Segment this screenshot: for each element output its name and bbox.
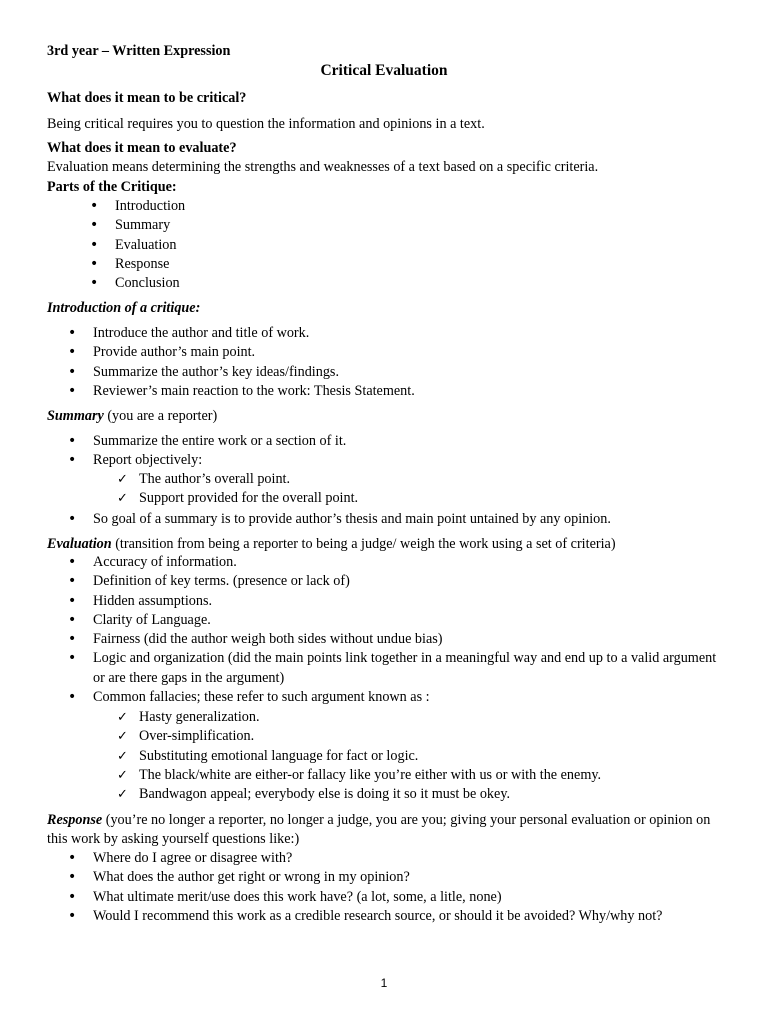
- list-item: • Response: [47, 255, 728, 274]
- evaluation-note: (transition from being a reporter to being a judge/ weigh the work using a set of criteria): [111, 536, 616, 552]
- list-item: • What ultimate merit/use does this work have? (a lot, some, a litle, none): [47, 888, 728, 907]
- page-title: Critical Evaluation: [320, 62, 448, 79]
- summary-sublist: [47, 470, 728, 509]
- introduction-heading: Introduction of a critique:: [47, 300, 201, 316]
- list-item: • Would I recommend this work as a credible research source, or should it be avoided? Why/why not?: [47, 907, 728, 926]
- response-heading: Response: [47, 812, 103, 828]
- list-item: • Reviewer’s main reaction to the work: Thesis Statement.: [47, 382, 728, 401]
- course-line: 3rd year – Written Expression: [47, 43, 231, 59]
- list-item: • Logic and organization (did the main points link together in a meaningful way and end up to a valid argument or are there gaps in the argument): [47, 649, 728, 688]
- summary-list: [47, 432, 728, 471]
- summary-heading-line: [47, 407, 728, 426]
- list-item: • Conclusion: [47, 274, 728, 293]
- response-note: (you’re no longer a reporter, no longer a judge, you are you; giving your personal evaluation or opinion on this work by asking yourself questions like:): [47, 812, 711, 848]
- evaluation-heading: Evaluation: [47, 536, 112, 552]
- check-item: ✓ Over-simplification.: [47, 727, 728, 746]
- list-item: • Summarize the entire work or a section of it.: [47, 432, 728, 451]
- response-heading-line: [47, 811, 728, 850]
- check-item: ✓ Hasty generalization.: [47, 708, 728, 727]
- list-item: • Provide author’s main point.: [47, 343, 728, 362]
- list-item: • So goal of a summary is to provide author’s thesis and main point untained by any opinion.: [47, 510, 728, 529]
- parts-list: [47, 197, 728, 293]
- list-item: • Summary: [47, 216, 728, 235]
- list-item: • Hidden assumptions.: [47, 592, 728, 611]
- list-item: • Report objectively:: [47, 451, 728, 470]
- critical-text: Being critical requires you to question the information and opinions in a text.: [47, 116, 485, 132]
- list-item: • Common fallacies; these refer to such argument known as :: [47, 688, 728, 707]
- list-item: • Where do I agree or disagree with?: [47, 849, 728, 868]
- summary-heading: Summary: [47, 408, 104, 424]
- list-item: • Evaluation: [47, 236, 728, 255]
- list-item: • Accuracy of information.: [47, 553, 728, 572]
- summary-note: (you are a reporter): [103, 408, 218, 424]
- list-item: • Definition of key terms. (presence or lack of): [47, 572, 728, 591]
- check-item: ✓ Support provided for the overall point.: [47, 489, 728, 508]
- check-item: ✓ Substituting emotional language for fact or logic.: [47, 747, 728, 766]
- list-item: • Introduction: [47, 197, 728, 216]
- list-item: • What does the author get right or wrong in my opinion?: [47, 868, 728, 887]
- response-list: [47, 849, 728, 926]
- summary-list-end: [47, 510, 728, 529]
- check-item: ✓ The author’s overall point.: [47, 470, 728, 489]
- parts-heading: Parts of the Critique:: [47, 179, 177, 195]
- page-number: 1: [380, 976, 388, 990]
- fallacies-sublist: [47, 708, 728, 804]
- evaluate-heading: What does it mean to evaluate?: [47, 140, 237, 156]
- evaluate-text: Evaluation means determining the strengths and weaknesses of a text based on a specific criteria.: [47, 159, 599, 175]
- evaluation-list: [47, 553, 728, 707]
- critical-heading: What does it mean to be critical?: [47, 90, 247, 106]
- list-item: • Clarity of Language.: [47, 611, 728, 630]
- evaluation-heading-line: [47, 535, 728, 554]
- list-item: • Summarize the author’s key ideas/findings.: [47, 363, 728, 382]
- list-item: • Introduce the author and title of work.: [47, 324, 728, 343]
- list-item: • Fairness (did the author weigh both sides without undue bias): [47, 630, 728, 649]
- check-item: ✓ The black/white are either-or fallacy like you’re either with us or with the enemy.: [47, 766, 728, 785]
- introduction-list: [47, 324, 728, 401]
- check-item: ✓ Bandwagon appeal; everybody else is doing it so it must be okey.: [47, 785, 728, 804]
